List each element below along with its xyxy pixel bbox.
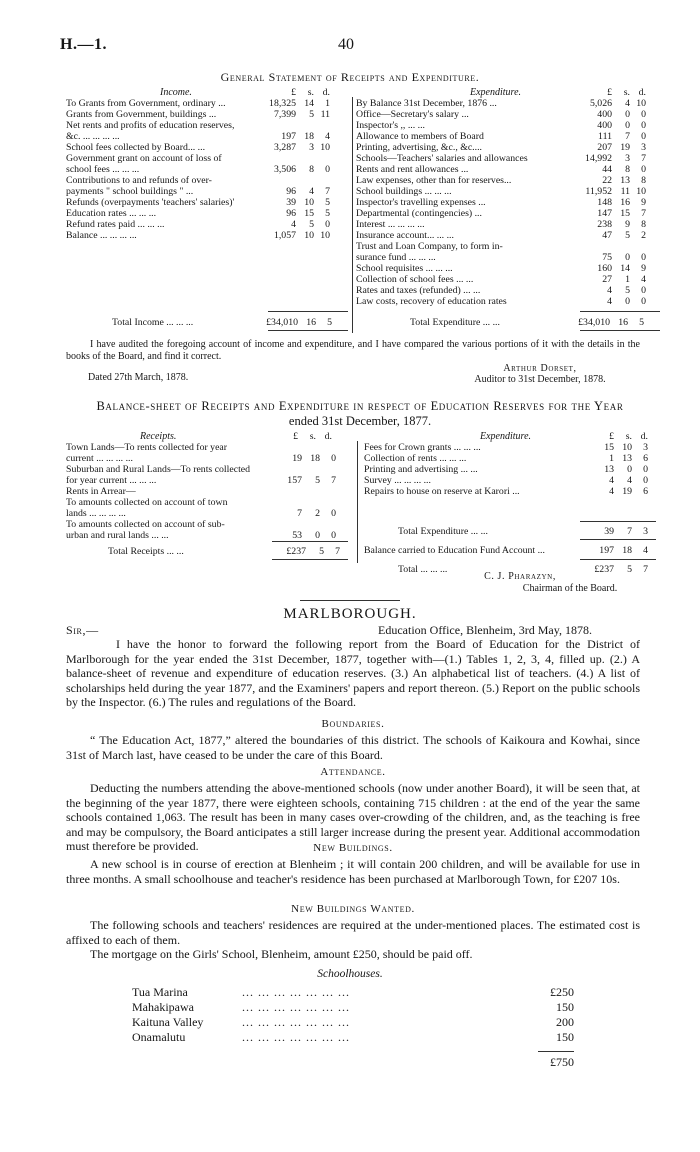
pounds-header: £ — [291, 87, 296, 98]
row-label: Inspector's ,, ... ... — [356, 120, 425, 131]
row-label: lands ... ... ... ... — [66, 508, 126, 519]
intro-paragraph: I have the honor to forward the following report from the Board of Education for the District of Marlborough for the year ended the 31st December, 1877, together with—(1.) Tables 1, 2, 3, 4, filled up. (2.) A balance-sheet of revenue and expenditure of education reserves. (3.) An alphabetical list of teachers. (4.) A list of scholarships held during the year 1877, and the Examiners' papers and report thereon. (5.) Report on the public schools by the Inspector. (6.) The rules and regulations of the Board. — [66, 637, 640, 709]
bs-balance-label: Balance carried to Education Fund Account ... — [364, 545, 545, 556]
row-shillings: 5 — [625, 285, 630, 296]
row-label: To amounts collected on account of sub- — [66, 519, 225, 530]
schoolhouse-place: Tua Marina — [132, 985, 188, 999]
row-pence: 4 — [641, 274, 646, 285]
bs-total-pounds: £237 — [594, 564, 614, 575]
row-label: Schools—Teachers' salaries and allowances — [356, 153, 528, 164]
row-shillings: 0 — [625, 109, 630, 120]
row-label: Collection of rents ... ... ... — [364, 453, 467, 464]
income-total-underline — [268, 330, 348, 331]
row-shillings: 10 — [622, 442, 632, 453]
bs-total-expenditure-label: Total Expenditure ... ... — [398, 526, 488, 537]
row-shillings: 1 — [625, 274, 630, 285]
row-label: Allowance to members of Board — [356, 131, 484, 142]
bs-total-receipts-pounds: £237 — [286, 546, 306, 557]
row-label: Survey ... ... ... ... — [364, 475, 431, 486]
row-pounds: 19 — [292, 453, 302, 464]
pence-header: d. — [322, 87, 330, 98]
bs-exp-subtotal-rule — [580, 521, 656, 522]
bs-receipts-total-rule — [272, 541, 348, 542]
row-shillings: 3 — [625, 153, 630, 164]
row-label: Rents in Arrear— — [66, 486, 136, 497]
row-label: Refunds (overpayments 'teachers' salaries)' — [66, 197, 235, 208]
row-label: To amounts collected on account of town — [66, 497, 228, 508]
bs-total-pence: 7 — [643, 564, 648, 575]
row-label: School buildings ... ... ... — [356, 186, 452, 197]
bs-total-label: Total ... ... ... — [398, 564, 448, 575]
schoolhouse-place: Mahakipawa — [132, 1000, 194, 1014]
row-shillings: 0 — [625, 296, 630, 307]
row-pence: 0 — [331, 530, 336, 541]
dateline: Education Office, Blenheim, 3rd May, 1878. — [378, 623, 592, 637]
row-pounds: 400 — [597, 120, 612, 131]
row-label: Rents and rent allowances ... — [356, 164, 469, 175]
row-label: Insurance account... ... ... — [356, 230, 454, 241]
page-number: 40 — [338, 36, 354, 53]
row-pence: 0 — [641, 131, 646, 142]
row-pounds: 238 — [597, 219, 612, 230]
row-pence: 5 — [325, 208, 330, 219]
row-pounds: 4 — [609, 486, 614, 497]
row-pence: 0 — [641, 252, 646, 263]
row-label: Collection of school fees ... ... — [356, 274, 474, 285]
total-income-pounds: £34,010 — [266, 317, 298, 328]
row-pounds: 11,952 — [585, 186, 612, 197]
auditor-title: Auditor to 31st December, 1878. — [474, 374, 606, 385]
row-label: To Grants from Government, ordinary ... — [66, 98, 226, 109]
row-pence: 6 — [643, 486, 648, 497]
expenditure-total-rule — [580, 311, 660, 312]
row-label: surance fund ... ... ... — [356, 252, 436, 263]
row-label: School requisites ... ... ... — [356, 263, 453, 274]
row-pounds: 1 — [609, 453, 614, 464]
row-pence: 0 — [331, 508, 336, 519]
row-shillings: 14 — [304, 98, 314, 109]
new-buildings-heading: New Buildings. — [313, 842, 393, 854]
row-label: Office—Secretary's salary ... — [356, 109, 469, 120]
audit-date: Dated 27th March, 1878. — [88, 372, 189, 383]
row-shillings: 0 — [315, 530, 320, 541]
row-pounds: 160 — [597, 263, 612, 274]
income-total-rule — [268, 311, 348, 312]
total-income-label: Total Income ... ... ... — [112, 317, 194, 328]
schoolhouse-place: Onamalutu — [132, 1030, 186, 1044]
row-pence: 10 — [320, 230, 330, 241]
auditor-name: Arthur Dorset, — [503, 363, 577, 374]
row-pence: 10 — [636, 98, 646, 109]
row-pounds: 4 — [607, 285, 612, 296]
row-pence: 0 — [641, 120, 646, 131]
row-label: Government grant on account of loss of — [66, 153, 222, 164]
row-pounds: 3,506 — [273, 164, 296, 175]
row-label: Balance ... ... ... ... — [66, 230, 137, 241]
row-label: school fees ... ... ... — [66, 164, 140, 175]
row-pounds: 96 — [286, 186, 296, 197]
column-divider — [352, 97, 353, 333]
schoolhouse-amount: 200 — [556, 1015, 574, 1029]
row-pounds: 207 — [597, 142, 612, 153]
row-pounds: 39 — [286, 197, 296, 208]
row-label: Rates and taxes (refunded) ... ... — [356, 285, 481, 296]
row-shillings: 10 — [304, 230, 314, 241]
row-pence: 10 — [320, 142, 330, 153]
row-shillings: 19 — [622, 486, 632, 497]
row-pence: 6 — [643, 453, 648, 464]
row-shillings: 4 — [627, 475, 632, 486]
receipts-heading: Receipts. — [140, 431, 177, 442]
row-shillings: 13 — [622, 453, 632, 464]
row-pounds: 75 — [602, 252, 612, 263]
boundaries-heading: Boundaries. — [321, 718, 385, 730]
row-shillings: 4 — [625, 98, 630, 109]
schoolhouse-row — [132, 1030, 574, 1045]
buildings-wanted-heading: New Buildings Wanted. — [291, 903, 415, 915]
row-shillings: 14 — [620, 263, 630, 274]
bs-receipts-total-underline — [272, 559, 348, 560]
row-pence: 3 — [643, 442, 648, 453]
row-shillings: 19 — [620, 142, 630, 153]
pounds-header: £ — [293, 431, 298, 442]
row-pence: 9 — [641, 197, 646, 208]
shillings-header: s. — [623, 87, 630, 98]
row-pence: 7 — [325, 186, 330, 197]
row-label: School fees collected by Board... ... — [66, 142, 206, 153]
row-pounds: 4 — [291, 219, 296, 230]
row-label: Printing and advertising ... ... — [364, 464, 478, 475]
row-pence: 5 — [325, 197, 330, 208]
row-label: Departmental (contingencies) ... — [356, 208, 482, 219]
row-label: urban and rural lands ... ... — [66, 530, 169, 541]
row-label: Refund rates paid ... ... ... — [66, 219, 165, 230]
row-shillings: 18 — [310, 453, 320, 464]
balance-sheet-title — [40, 399, 680, 429]
total-income-shillings: 16 — [306, 317, 316, 328]
boundaries-paragraph: “ The Education Act, 1877,” altered the boundaries of this district. The schools of Kaikoura and Kowhai, since 31st of March last, have ceased to be under the care of this Board. — [66, 733, 640, 762]
row-pounds: 7 — [297, 508, 302, 519]
pence-header: d. — [640, 431, 648, 442]
row-shillings: 5 — [309, 219, 314, 230]
row-pounds: 147 — [597, 208, 612, 219]
row-shillings: 7 — [625, 131, 630, 142]
chairman-name: C. J. Pharazyn, — [484, 571, 556, 582]
section-divider — [300, 600, 400, 601]
row-label: By Balance 31st December, 1876 ... — [356, 98, 497, 109]
row-shillings: 16 — [620, 197, 630, 208]
row-shillings: 15 — [620, 208, 630, 219]
mortgage-paragraph: The mortgage on the Girls' School, Blenheim, amount £250, should be paid off. — [90, 947, 473, 961]
buildings-wanted-paragraph: The following schools and teachers' residences are required at the under-mentioned places. The estimated cost is affixed to each of them. — [66, 918, 640, 947]
row-pounds: 3,287 — [273, 142, 296, 153]
row-shillings: 0 — [627, 464, 632, 475]
total-income-pence: 5 — [327, 317, 332, 328]
row-pence: 8 — [641, 219, 646, 230]
row-label: Net rents and profits of education reserves, — [66, 120, 235, 131]
schoolhouses-heading: Schoolhouses. — [317, 968, 383, 980]
total-expenditure-label: Total Expenditure ... ... — [410, 317, 500, 328]
row-shillings: 8 — [309, 164, 314, 175]
bs-balance-shillings: 18 — [622, 545, 632, 556]
row-pence: 0 — [641, 296, 646, 307]
row-shillings: 5 — [309, 109, 314, 120]
row-pounds: 7,399 — [273, 109, 296, 120]
row-pounds: 197 — [281, 131, 296, 142]
row-pence: 0 — [643, 475, 648, 486]
row-shillings: 5 — [315, 475, 320, 486]
salutation: Sir,— — [66, 623, 99, 637]
row-shillings: 2 — [315, 508, 320, 519]
row-pence: 8 — [641, 175, 646, 186]
row-label: Grants from Government, buildings ... — [66, 109, 217, 120]
leader-dots: ... ... ... ... ... ... ... — [242, 985, 350, 999]
row-pounds: 111 — [598, 131, 612, 142]
row-shillings: 0 — [625, 120, 630, 131]
bs-total-exp-pounds: 39 — [604, 526, 614, 537]
row-pence: 7 — [641, 153, 646, 164]
row-pence: 0 — [641, 285, 646, 296]
row-shillings: 15 — [304, 208, 314, 219]
row-shillings: 9 — [625, 219, 630, 230]
row-pounds: 400 — [597, 109, 612, 120]
row-shillings: 3 — [309, 142, 314, 153]
row-pence: 0 — [325, 219, 330, 230]
row-label: Printing, advertising, &c., &c.... — [356, 142, 482, 153]
row-label: Trust and Loan Company, to form in- — [356, 241, 503, 252]
audit-note: I have audited the foregoing account of income and expenditure, and I have compared the various portions of it with the details in the books of the Board, and find it correct. — [66, 339, 640, 362]
row-pounds: 53 — [292, 530, 302, 541]
total-expenditure-pounds: £34,010 — [578, 317, 610, 328]
pounds-header: £ — [609, 431, 614, 442]
row-pence: 7 — [641, 208, 646, 219]
row-pounds: 4 — [607, 296, 612, 307]
row-shillings: 5 — [625, 230, 630, 241]
chairman-title: Chairman of the Board. — [522, 583, 618, 594]
row-shillings: 0 — [625, 252, 630, 263]
shillings-header: s. — [625, 431, 632, 442]
bs-balance-pence: 4 — [643, 545, 648, 556]
row-shillings: 8 — [625, 164, 630, 175]
row-pence: 0 — [643, 464, 648, 475]
shillings-header: s. — [309, 431, 316, 442]
row-shillings: 4 — [309, 186, 314, 197]
row-label: &c. ... ... ... ... — [66, 131, 120, 142]
page-header-code: H.—1. — [60, 36, 107, 53]
row-pounds: 18,325 — [269, 98, 296, 109]
leader-dots: ... ... ... ... ... ... ... — [242, 1030, 350, 1044]
total-expenditure-pence: 5 — [639, 317, 644, 328]
schoolhouse-amount: 150 — [556, 1030, 574, 1044]
expenditure-total-underline — [580, 330, 660, 331]
bs-balance-rule — [580, 539, 656, 540]
bs-total-exp-pence: 3 — [643, 526, 648, 537]
row-pounds: 157 — [287, 475, 302, 486]
row-pence: 2 — [641, 230, 646, 241]
row-pounds: 44 — [602, 164, 612, 175]
bs-column-divider — [357, 441, 358, 563]
balance-sheet-title-line2: ended 31st December, 1877. — [288, 414, 432, 428]
leader-dots: ... ... ... ... ... ... ... — [242, 1015, 350, 1029]
pence-header: d. — [638, 87, 646, 98]
row-pounds: 15 — [604, 442, 614, 453]
balance-sheet-title-line1: Balance-sheet of Receipts and Expenditure in respect of Education Reserves for the Year — [96, 399, 624, 413]
row-label: Suburban and Rural Lands—To rents collected — [66, 464, 251, 475]
bs-total-exp-shillings: 7 — [627, 526, 632, 537]
schoolhouse-row — [132, 1015, 574, 1030]
row-pounds: 47 — [602, 230, 612, 241]
schoolhouse-row — [132, 985, 574, 1000]
row-pence: 0 — [325, 164, 330, 175]
marlborough-heading: MARLBOROUGH. — [283, 606, 417, 622]
row-pence: 3 — [641, 142, 646, 153]
row-pounds: 96 — [286, 208, 296, 219]
bs-expenditure-heading: Expenditure. — [480, 431, 532, 442]
row-shillings: 10 — [304, 197, 314, 208]
expenditure-heading: Expenditure. — [470, 87, 522, 98]
schoolhouses-total-rule — [538, 1051, 574, 1052]
schoolhouse-row — [132, 1000, 574, 1015]
row-label: payments " school buildings " ... — [66, 186, 194, 197]
row-pounds: 4 — [609, 475, 614, 486]
row-pence: 7 — [331, 475, 336, 486]
row-label: Contributions to and refunds of over- — [66, 175, 212, 186]
row-label: Law costs, recovery of education rates — [356, 296, 507, 307]
row-pence: 1 — [325, 98, 330, 109]
attendance-paragraph: Deducting the numbers attending the above-mentioned schools (now under another Board), it will be seen that, at the beginning of the year 1877, there were eighteen schools, containing 715 children : at the end of the year the same schools contained 1,063. The result has been in many cases over-crowding of the children, and, as the teaching is free and may be compulsory, the Board anticipates a still larger increase during the present year. Additional accommodation must therefore be provided. — [66, 781, 640, 853]
row-pounds: 1,057 — [273, 230, 296, 241]
general-statement-title: General Statement of Receipts and Expenditure. — [220, 70, 480, 84]
row-pounds: 22 — [602, 175, 612, 186]
schoolhouse-amount: £250 — [550, 985, 574, 999]
row-pence: 9 — [641, 263, 646, 274]
pounds-header: £ — [607, 87, 612, 98]
row-label: Inspector's travelling expenses ... — [356, 197, 486, 208]
schoolhouse-place: Kaituna Valley — [132, 1015, 204, 1029]
row-pounds: 148 — [597, 197, 612, 208]
schoolhouse-amount: 150 — [556, 1000, 574, 1014]
bs-total-receipts-shillings: 5 — [319, 546, 324, 557]
pence-header: d. — [324, 431, 332, 442]
shillings-header: s. — [307, 87, 314, 98]
row-pence: 10 — [636, 186, 646, 197]
bs-total-receipts-pence: 7 — [335, 546, 340, 557]
row-label: Repairs to house on reserve at Karori ... — [364, 486, 520, 497]
bs-total-receipts-label: Total Receipts ... ... — [108, 546, 184, 557]
schoolhouses-total: £750 — [550, 1055, 574, 1069]
attendance-heading: Attendance. — [320, 766, 386, 778]
leader-dots: ... ... ... ... ... ... ... — [242, 1000, 350, 1014]
bs-total-shillings: 5 — [627, 564, 632, 575]
bs-total-underline — [580, 559, 656, 560]
row-pence: 4 — [325, 131, 330, 142]
row-label: Interest ... ... ... ... — [356, 219, 425, 230]
row-pence: 0 — [641, 164, 646, 175]
row-label: Law expenses, other than for reserves... — [356, 175, 512, 186]
new-buildings-paragraph: A new school is in course of erection at Blenheim ; it will contain 200 children, and will be available for use in three months. A small schoolhouse and teacher's residence has been purchased at Marlborough Town, for £207 10s. — [66, 857, 640, 886]
row-label: Education rates ... ... ... — [66, 208, 157, 219]
row-shillings: 11 — [620, 186, 630, 197]
row-pence: 0 — [331, 453, 336, 464]
row-pounds: 14,992 — [585, 153, 612, 164]
row-shillings: 18 — [304, 131, 314, 142]
row-pence: 0 — [641, 109, 646, 120]
row-label: Town Lands—To rents collected for year — [66, 442, 228, 453]
row-label: current ... ... ... ... — [66, 453, 133, 464]
row-shillings: 13 — [620, 175, 630, 186]
bs-balance-pounds: 197 — [599, 545, 614, 556]
row-pounds: 5,026 — [589, 98, 612, 109]
total-expenditure-shillings: 16 — [618, 317, 628, 328]
row-pounds: 27 — [602, 274, 612, 285]
row-pounds: 13 — [604, 464, 614, 475]
row-pence: 11 — [320, 109, 330, 120]
row-label: Fees for Crown grants ... ... ... — [364, 442, 481, 453]
row-label: for year current ... ... ... — [66, 475, 157, 486]
income-heading: Income. — [160, 87, 192, 98]
